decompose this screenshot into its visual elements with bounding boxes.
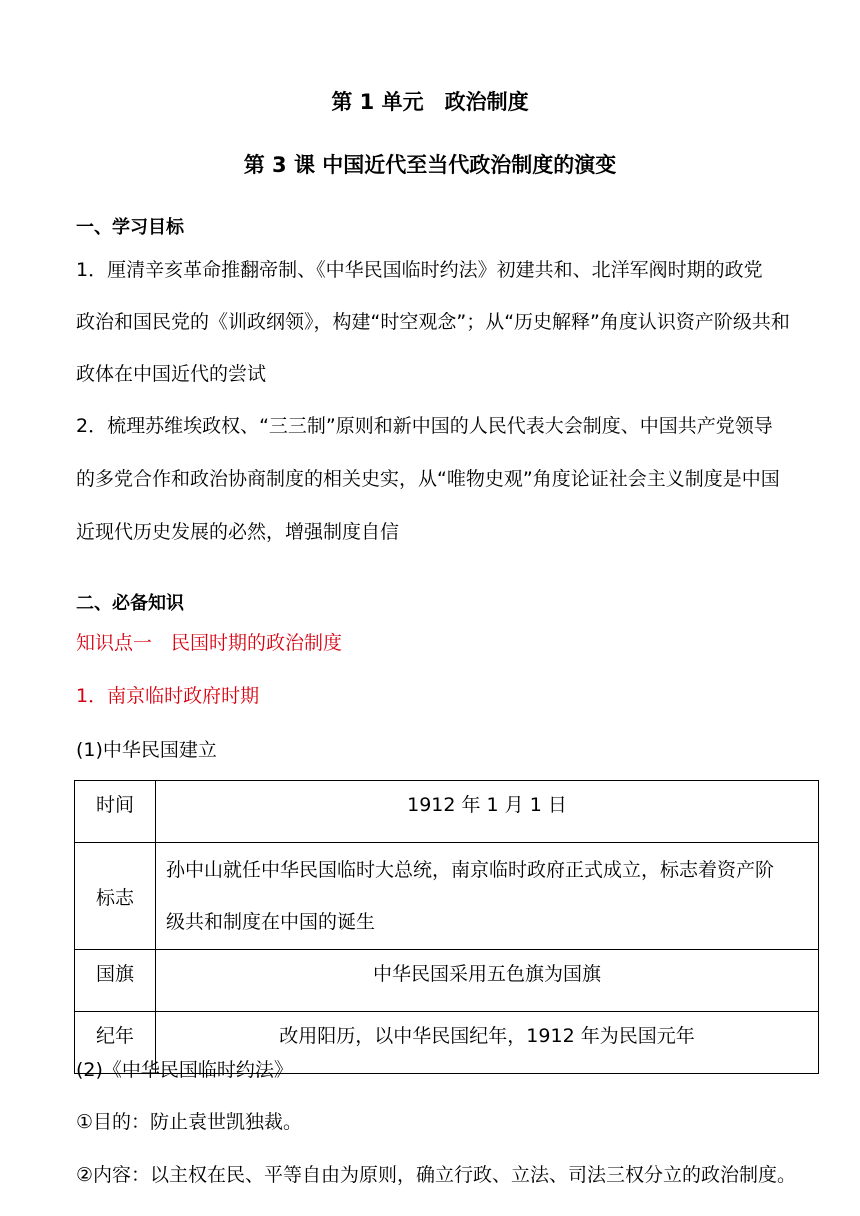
lesson-title: 第 3 课 中国近代至当代政治制度的演变 <box>243 153 617 177</box>
table-value-line: 级共和制度在中国的诞生 <box>166 911 376 933</box>
table-value: 改用阳历，以中华民国纪年，1912 年为民国元年 <box>156 1012 819 1074</box>
table-key: 国旗 <box>75 950 156 1012</box>
item-point: ①目的：防止袁世凯独裁。 <box>76 1111 303 1133</box>
table-value-line: 孙中山就任中华民国临时大总统，南京临时政府正式成立，标志着资产阶 <box>166 859 775 881</box>
table-key: 纪年 <box>75 1012 156 1074</box>
table-value: 1912 年 1 月 1 日 <box>156 781 819 843</box>
unit-title: 第 1 单元 政治制度 <box>331 90 529 114</box>
item-heading: (1)中华民国建立 <box>76 739 217 761</box>
section-heading-objectives: 一、学习目标 <box>76 217 184 238</box>
table-value <box>156 843 819 950</box>
objective-line: 的多党合作和政治协商制度的相关史实，从“唯物史观”角度论证社会主义制度是中国 <box>76 468 780 490</box>
table-row <box>75 950 819 1012</box>
objective-line: 近现代历史发展的必然，增强制度自信 <box>76 521 400 543</box>
objective-line: 政体在中国近代的尝试 <box>76 363 267 385</box>
subsection-title: 1．南京临时政府时期 <box>76 685 260 707</box>
info-table <box>74 780 819 1074</box>
objective-line: 政治和国民党的《训政纲领》，构建“时空观念”；从“历史解释”角度认识资产阶级共和 <box>76 311 790 333</box>
table-row <box>75 843 819 950</box>
item-point: ②内容：以主权在民、平等自由为原则，确立行政、立法、司法三权分立的政治制度。 <box>76 1164 797 1186</box>
objective-line: 1．厘清辛亥革命推翻帝制、《中华民国临时约法》初建共和、北洋军阀时期的政党 <box>76 259 763 281</box>
table-value: 中华民国采用五色旗为国旗 <box>156 950 819 1012</box>
table-key: 标志 <box>75 843 156 950</box>
table-key: 时间 <box>75 781 156 843</box>
table-row <box>75 781 819 843</box>
objective-line: 2．梳理苏维埃政权、“三三制”原则和新中国的人民代表大会制度、中国共产党领导 <box>76 415 773 437</box>
knowledge-point-title: 知识点一 民国时期的政治制度 <box>76 632 343 654</box>
item-heading: (2)《中华民国临时约法》 <box>76 1059 293 1081</box>
section-heading-knowledge: 二、必备知识 <box>76 593 184 614</box>
